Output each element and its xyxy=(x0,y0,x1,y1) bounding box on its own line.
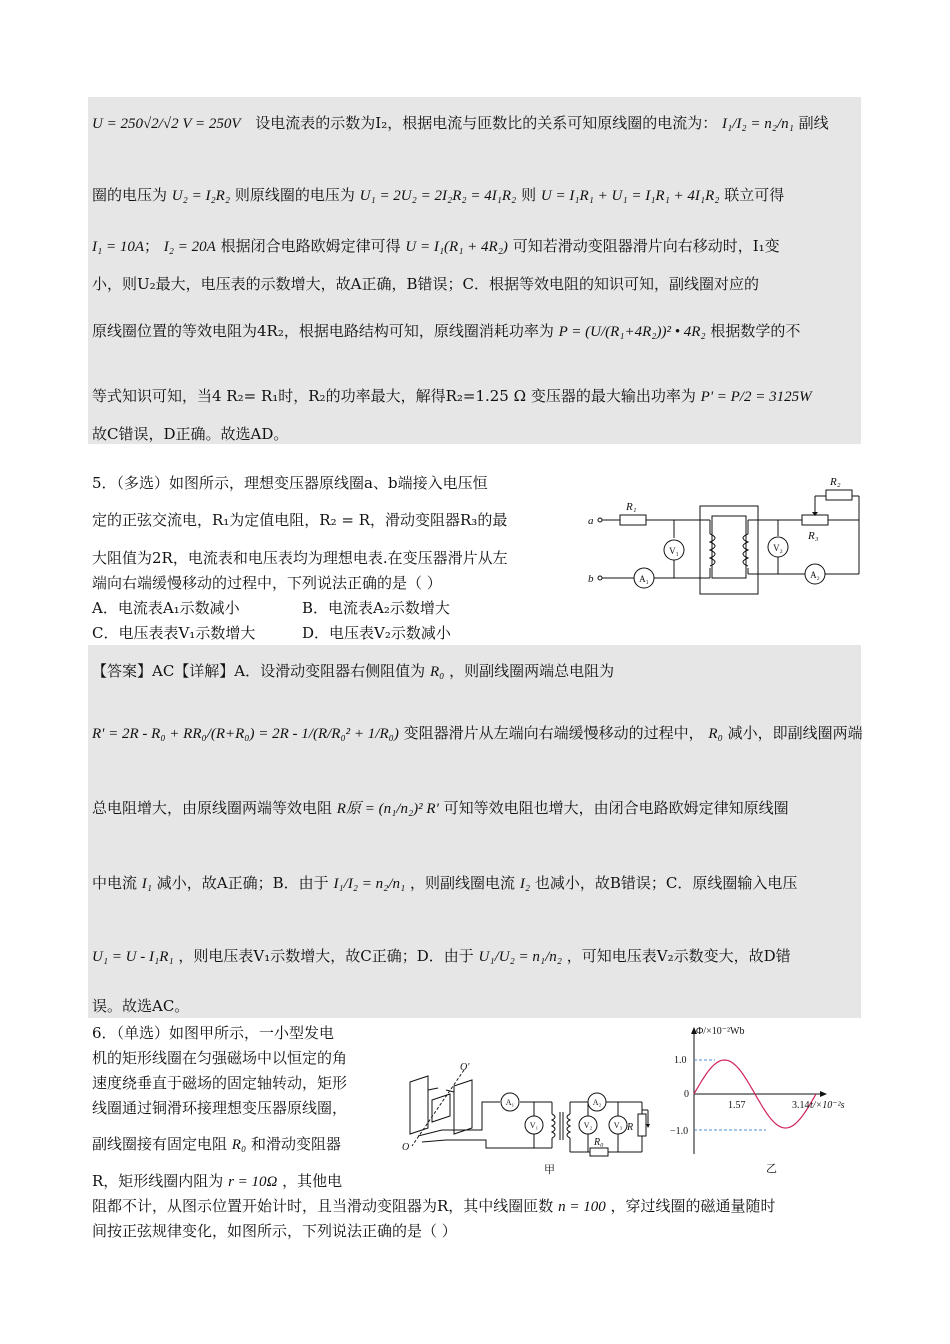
terminal-b-label: b xyxy=(588,573,594,585)
graph-tick-0: 0 xyxy=(684,1089,689,1100)
r1-label: R₁ xyxy=(626,501,637,513)
q5-option-a[interactable]: A．电流表A₁示数减小 xyxy=(92,599,240,617)
q6-generator-figure xyxy=(402,1060,664,1178)
figure-yi-caption: 乙 xyxy=(766,1163,777,1175)
axis-o-prime-label: O' xyxy=(460,1062,470,1073)
q6-line-1: 6．（单选）如图甲所示，一小型发电 xyxy=(92,1024,335,1042)
terminal-a-label: a xyxy=(588,515,594,527)
formula-r-prime: R' = 2R - R₀ + RR₀/(R+R₀) = 2R - 1/(R/R₀² + 1/R₀) xyxy=(92,726,399,742)
r3-rheostat xyxy=(802,515,828,525)
q4-sol-line-7: 故C错误，D正确。故选AD。 xyxy=(92,425,289,443)
magnet-n-pole xyxy=(410,1076,428,1134)
graph-tick-1: 1.0 xyxy=(674,1055,687,1066)
q5-sol-line-1: 【答案】AC【详解】A．设滑动变阻器右侧阻值为 R₀ ，则副线圈两端总电阻为 xyxy=(92,662,615,680)
q6-line-7: 阻都不计，从图示位置开始计时，且当滑动变阻器为R，其中线圈匝数 n = 100 ，穿过线圈的磁通量随时 xyxy=(92,1197,776,1215)
q6-v3-label: V₃ xyxy=(613,1121,623,1130)
q5-sol-line-3: 总电阻增大，由原线圈两端等效电阻 R原 = (n₁/n₂)² R' 可知等效电阻也增大，由闭合电路欧姆定律知原线圈 xyxy=(92,799,789,817)
q6-flux-graph xyxy=(670,1022,880,1180)
q6-resistor-r0 xyxy=(590,1148,608,1156)
q5-option-b[interactable]: B．电流表A₂示数增大 xyxy=(302,599,450,617)
magnet-s-pole xyxy=(454,1080,472,1134)
q5-line-2: 定的正弦交流电，R₁为定值电阻，R₂ = R，滑动变阻器R₃的最 xyxy=(92,511,508,529)
q4-sol-line-2: 圈的电压为 U₂ = I₂R₂ 则原线圈的电压为 U₁ = 2U₂ = 2I₂R₂ = 4I₁R₂ 则 U = I₁R₁ + U₁ = I₁R₁ + 4I₁R₂ 联立可得 xyxy=(92,186,785,204)
q5-circuit-figure xyxy=(582,468,872,600)
r3-label: R₃ xyxy=(808,530,819,542)
q6-primary-coil xyxy=(552,1114,555,1138)
q6-line-2: 机的矩形线圈在匀强磁场中以恒定的角 xyxy=(92,1049,348,1067)
q5-sol-line-2: R' = 2R - R₀ + RR₀/(R+R₀) = 2R - 1/(R/R₀² + 1/R₀) 变阻器滑片从左端向右端缓慢移动的过程中， R₀ 减小，即副线圈两端 xyxy=(92,724,863,742)
q6-v1-label: V₁ xyxy=(529,1121,539,1130)
q4-sol-line-6: 等式知识可知，当4 R₂= R₁时，R₂的功率最大，解得R₂=1.25 Ω 变压器的最大输出功率为 P' = P/2 = 3125W xyxy=(92,387,812,405)
graph-tick-314: 3.14 xyxy=(792,1100,810,1111)
q4-sol-line-5: 原线圈位置的等效电阻为4R₂，根据电路结构可知，原线圈消耗功率为 P = (U/(R₁+4R₂))² • 4R₂ 根据数学的不 xyxy=(92,322,801,340)
axis-o-label: O xyxy=(402,1142,410,1153)
q5-option-d[interactable]: D．电压表V₂示数减小 xyxy=(302,624,451,642)
a1-label: A₁ xyxy=(639,574,649,584)
q6-secondary-coil xyxy=(567,1114,570,1138)
q4-sol-line-4: 小，则U₂最大，电压表的示数增大，故A正确，B错误；C．根据等效电阻的知识可知，副线圈对应的 xyxy=(92,275,759,293)
q6-line-8: 间按正弦规律变化，如图所示，下列说法正确的是（ ） xyxy=(92,1222,457,1240)
q6-line-6: R，矩形线圈内阻为 r = 10Ω ，其他电 xyxy=(92,1172,343,1190)
q6-line-5: 副线圈接有固定电阻 R₀ 和滑动变阻器 xyxy=(92,1135,341,1153)
q5-sol-line-5: U₁ = U - I₁R₁ ，则电压表V₁示数增大，故C正确；D．由于 U₁/U₂ = n₁/n₂ ，可知电压表V₂示数变大，故D错 xyxy=(92,947,791,965)
graph-tick-157: 1.57 xyxy=(728,1100,746,1111)
figure-jia-caption: 甲 xyxy=(544,1164,555,1176)
q6-line-3: 速度绕垂直于磁场的固定轴转动，矩形 xyxy=(92,1074,348,1092)
q4-sol-line-1: U = 250√2/√2 V = 250V 设电流表的示数为I₂，根据电流与匝数比的关系可知原线圈的电流为： I₁/I₂ = n₂/n₁ 副线 xyxy=(92,114,829,132)
q5-sol-line-6: 误。故选AC。 xyxy=(92,997,190,1015)
q6-rheostat-r xyxy=(638,1114,646,1136)
q6-r0-label: R₀ xyxy=(594,1137,604,1148)
q5-line-3: 大阻值为2R，电流表和电压表均为理想电表.在变压器滑片从左 xyxy=(92,549,508,567)
q4-sol-line-3: I₁ = 10A； I₂ = 20A 根据闭合电路欧姆定律可得 U = I₁(R₁ + 4R₂) 可知若滑动变阻器滑片向右移动时，I₁变 xyxy=(92,237,780,255)
q6-r-label: R xyxy=(627,1122,634,1133)
a2-label: A₂ xyxy=(810,570,820,580)
graph-tick-minus1: −1.0 xyxy=(670,1126,689,1137)
q6-a2-label: A₂ xyxy=(592,1098,602,1107)
graph-x-label: t/×10⁻²s xyxy=(810,1100,845,1111)
v1-label: V₁ xyxy=(669,546,679,556)
r2-resistor xyxy=(826,490,852,500)
r1-resistor xyxy=(620,515,646,525)
graph-y-label: Φ/×10⁻²Wb xyxy=(696,1026,745,1037)
q6-v2-label: V₂ xyxy=(583,1121,593,1130)
formula-current-ratio: I₁/I₂ = n₂/n₁ xyxy=(722,116,794,132)
q6-a1-label: A₁ xyxy=(505,1098,515,1107)
r2-label: R₂ xyxy=(830,476,841,488)
rect-coil xyxy=(432,1094,450,1122)
q5-line-1: 5．（多选）如图所示，理想变压器原线圈a、b端接入电压恒 xyxy=(92,474,488,492)
q5-option-c[interactable]: C．电压表表V₁示数增大 xyxy=(92,624,256,642)
v2-label: V₂ xyxy=(773,543,783,553)
q6-line-4: 线圈通过铜滑环接理想变压器原线圈， xyxy=(92,1099,348,1117)
formula-u: U = 250√2/√2 V = 250V xyxy=(92,116,241,132)
q5-sol-line-4: 中电流 I₁ 减小，故A正确；B．由于 I₁/I₂ = n₂/n₁ ，则副线圈电流 I₂ 也减小，故B错误；C．原线圈输入电压 xyxy=(92,874,798,892)
rotation-axis xyxy=(412,1070,464,1146)
q5-line-4: 端向右端缓慢移动的过程中，下列说法正确的是（ ） xyxy=(92,574,442,592)
